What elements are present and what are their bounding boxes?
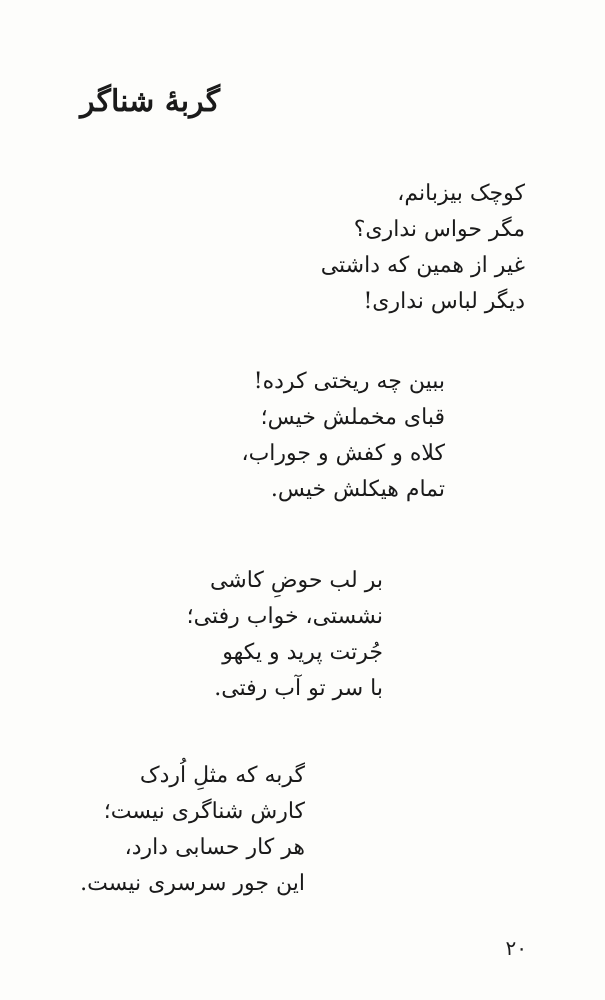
poem-line: گربه که مثلِ اُردک xyxy=(139,763,305,788)
poem-line: تمام هیکلش خیس. xyxy=(270,477,445,502)
poem-line: کلاه و کفش و جوراب، xyxy=(241,441,445,466)
stanza-2 xyxy=(241,364,445,508)
poem-line: این جور سرسری نیست. xyxy=(80,871,305,896)
poem-line: با سر تو آب رفتی. xyxy=(214,676,383,701)
poem-line: غیر از همین که داشتی xyxy=(320,253,525,278)
poem-line: مگر حواس نداری؟ xyxy=(353,217,525,242)
stanza-3 xyxy=(187,563,383,707)
stanza-4 xyxy=(80,758,305,902)
poem-line: قبای مخملش خیس؛ xyxy=(260,405,445,430)
page-number: ۲۰ xyxy=(505,936,527,960)
poem-line: نشستی، خواب رفتی؛ xyxy=(186,604,383,629)
poem-title: گربهٔ شناگر xyxy=(80,84,220,119)
stanza-1 xyxy=(321,176,525,320)
poem-line: بر لب حوضِ کاشی xyxy=(209,568,383,593)
poem-line: هر کار حسابی دارد، xyxy=(124,835,305,860)
poem-line: دیگر لباس نداری! xyxy=(363,289,525,314)
poem-line: ببین چه ریختی کرده! xyxy=(253,369,445,394)
poem-line: کوچک بیزبانم، xyxy=(397,181,525,206)
poem-line: کارش شناگری نیست؛ xyxy=(103,799,305,824)
poem-line: جُرتت پرید و یکهو xyxy=(222,640,383,665)
